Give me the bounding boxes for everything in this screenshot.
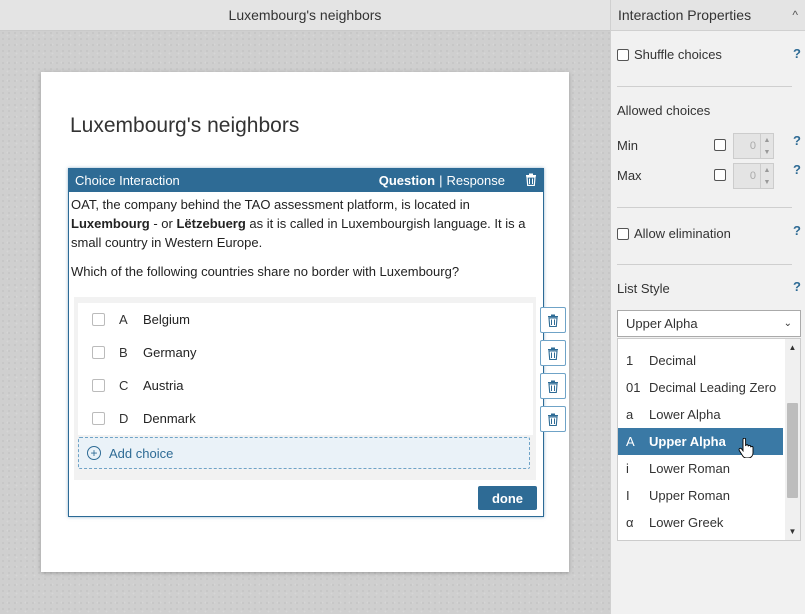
option-marker: 1 <box>626 353 634 368</box>
delete-choice-d-trash-icon[interactable] <box>540 406 566 432</box>
prompt-paragraph: OAT, the company behind the TAO assessment platform, is located in Luxembourg - or Lëtzebuerg as it is called in Luxembourgish language. It is a small country in Western Europe. <box>71 197 526 250</box>
max-stepper[interactable] <box>733 163 774 189</box>
list-style-select[interactable] <box>617 310 801 337</box>
list-style-dropdown <box>617 338 801 541</box>
collapse-caret-icon[interactable]: ^ <box>792 8 798 22</box>
editor-title: Luxembourg's neighbors <box>228 7 382 23</box>
option-lower-alpha[interactable] <box>618 401 783 428</box>
option-label: Decimal <box>649 353 696 368</box>
max-checkbox[interactable] <box>714 169 726 181</box>
tab-response[interactable]: Response <box>446 173 505 188</box>
interaction-header <box>69 169 543 192</box>
max-help-icon[interactable]: ? <box>793 162 801 177</box>
panel-header[interactable] <box>611 0 805 31</box>
option-label: Upper Roman <box>649 488 730 503</box>
elimination-help-icon[interactable]: ? <box>793 223 801 238</box>
list-style-heading <box>617 281 797 296</box>
min-stepper[interactable] <box>733 133 774 159</box>
choice-checkbox[interactable] <box>92 412 105 425</box>
add-choice-label: Add choice <box>109 445 174 461</box>
option-label: Lower Alpha <box>649 407 721 422</box>
choices-area <box>74 297 536 480</box>
option-marker: i <box>626 461 629 476</box>
choice-interaction[interactable] <box>68 168 544 517</box>
choice-label[interactable]: Denmark <box>143 411 196 426</box>
choice-letter: D <box>119 411 129 426</box>
scroll-down-arrow-icon[interactable]: ▼ <box>788 527 797 536</box>
option-label: Lower Greek <box>649 515 724 530</box>
done-button[interactable]: done <box>478 486 537 510</box>
prompt-question: Which of the following countries share no border with Luxembourg? <box>71 264 460 279</box>
shuffle-help-icon[interactable]: ? <box>793 46 801 61</box>
option-marker: a <box>626 407 634 422</box>
dropdown-scrollbar[interactable] <box>785 339 800 540</box>
chevron-down-icon: ⌄ <box>783 318 792 329</box>
option-upper-alpha[interactable] <box>618 428 783 455</box>
option-lower-roman[interactable] <box>618 455 783 482</box>
delete-interaction-trash-icon[interactable] <box>525 173 537 189</box>
scroll-up-arrow-icon[interactable]: ▲ <box>788 343 797 352</box>
option-decimal[interactable] <box>618 347 783 374</box>
scrollbar-thumb[interactable] <box>787 403 798 498</box>
min-checkbox[interactable] <box>714 139 726 151</box>
delete-choice-a-trash-icon[interactable] <box>540 307 566 333</box>
hand-pointer-cursor-icon <box>738 438 754 461</box>
list-style-selected-value: Upper Alpha <box>626 316 698 331</box>
interaction-properties-panel <box>610 0 805 614</box>
max-label: Max <box>617 168 642 183</box>
mode-separator: | <box>439 173 443 188</box>
choice-item-a[interactable] <box>78 303 533 336</box>
min-value: 0 <box>749 140 756 152</box>
delete-choice-c-trash-icon[interactable] <box>540 373 566 399</box>
choice-checkbox[interactable] <box>92 346 105 359</box>
choice-list <box>78 303 533 435</box>
stepper-arrows-icon[interactable]: ▲ ▼ <box>760 134 773 158</box>
interaction-prompt[interactable] <box>69 192 543 294</box>
allowed-choices-label: Allowed choices <box>617 103 711 118</box>
choice-letter: B <box>119 345 128 360</box>
list-style-help-icon[interactable]: ? <box>793 279 801 294</box>
min-label: Min <box>617 138 638 153</box>
min-help-icon[interactable]: ? <box>793 133 801 148</box>
divider <box>617 207 792 208</box>
delete-choice-b-trash-icon[interactable] <box>540 340 566 366</box>
option-marker: I <box>626 488 630 503</box>
plus-circle-icon: + <box>87 446 101 460</box>
choice-letter: C <box>119 378 129 393</box>
choice-label[interactable]: Belgium <box>143 312 190 327</box>
allow-elimination-label: Allow elimination <box>634 226 731 241</box>
item-title[interactable]: Luxembourg's neighbors <box>70 114 300 137</box>
option-decimal-leading-zero[interactable] <box>618 374 783 401</box>
choice-item-d[interactable] <box>78 402 533 435</box>
stepper-arrows-icon[interactable]: ▲ ▼ <box>760 164 773 188</box>
option-marker: α <box>626 515 634 530</box>
list-style-label: List Style <box>617 281 670 296</box>
choice-item-b[interactable] <box>78 336 533 369</box>
allowed-choices-heading <box>617 103 797 118</box>
option-label: Decimal Leading Zero <box>649 380 777 395</box>
option-upper-roman[interactable] <box>618 482 783 509</box>
allow-elimination-checkbox[interactable] <box>617 228 629 240</box>
tab-question[interactable]: Question <box>378 173 436 188</box>
option-marker: 01 <box>626 380 641 395</box>
choice-checkbox[interactable] <box>92 379 105 392</box>
panel-title: Interaction Properties <box>618 7 752 23</box>
choice-label[interactable]: Germany <box>143 345 197 360</box>
shuffle-choices-checkbox[interactable] <box>617 49 629 61</box>
max-value: 0 <box>749 170 756 182</box>
option-label: Lower Roman <box>649 461 730 476</box>
add-choice-button[interactable] <box>78 437 530 469</box>
option-marker: A <box>626 434 635 449</box>
choice-label[interactable]: Austria <box>143 378 184 393</box>
shuffle-choices-label: Shuffle choices <box>634 47 722 62</box>
option-label: Upper Alpha <box>649 434 726 449</box>
divider <box>617 264 792 265</box>
divider <box>617 86 792 87</box>
choice-checkbox[interactable] <box>92 313 105 326</box>
option-lower-greek[interactable] <box>618 509 783 536</box>
choice-item-c[interactable] <box>78 369 533 402</box>
allow-elimination-row[interactable] <box>617 226 797 241</box>
shuffle-choices-row[interactable] <box>617 47 797 62</box>
item-card <box>41 72 569 572</box>
interaction-label: Choice Interaction <box>75 173 180 188</box>
choice-letter: A <box>119 312 128 327</box>
editor-title-bar <box>0 0 610 31</box>
